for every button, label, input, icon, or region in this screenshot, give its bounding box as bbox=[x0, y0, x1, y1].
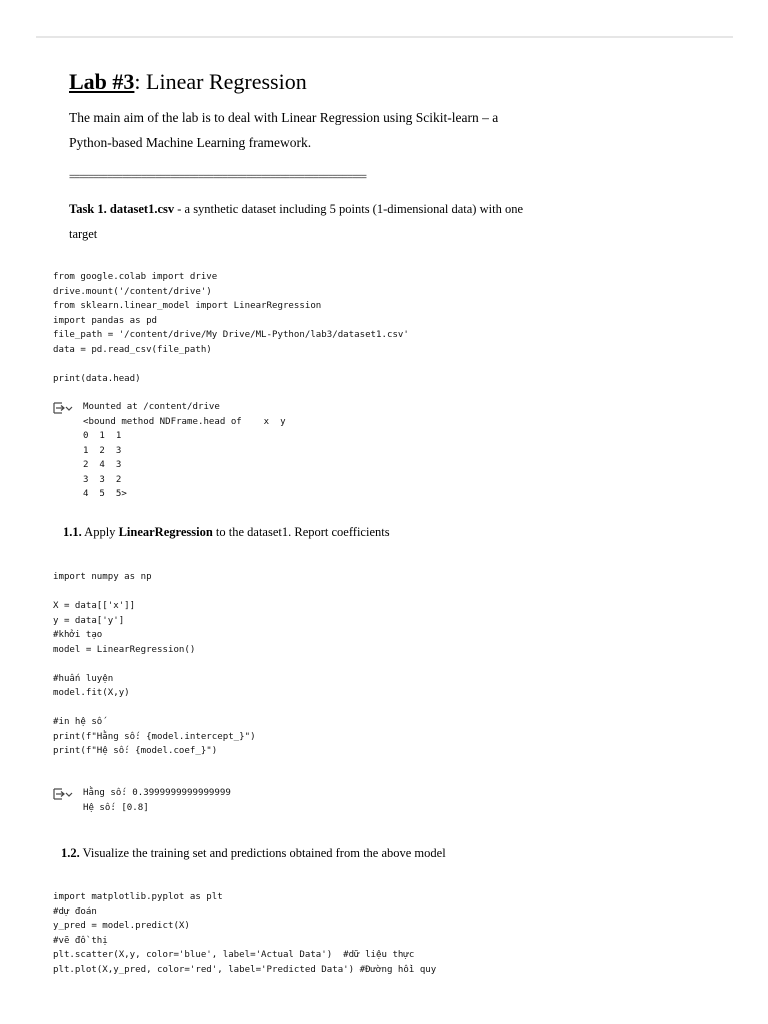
section-1-2-heading bbox=[61, 845, 446, 861]
top-divider bbox=[36, 36, 733, 38]
task-1-description bbox=[69, 197, 539, 247]
intro-paragraph: The main aim of the lab is to deal with Linear Regression using Scikit-learn – a Python-based Machine Learning framework. bbox=[69, 110, 499, 150]
code-cell-3[interactable]: import matplotlib.pyplot as plt #dự đoán y_pred = model.predict(X) #vẽ đồ thị plt.scatter(X,y, color='blue', label='Actual Data') #dữ liệu thực plt.plot(X,y_pred, color='red', label='Predicted Data') #Đường hồi quy bbox=[53, 892, 437, 975]
output-arrow-icon[interactable] bbox=[53, 788, 73, 800]
section-1-2-number: 1.2. bbox=[61, 846, 80, 860]
lab-title: : Linear Regression bbox=[134, 69, 307, 94]
page-title bbox=[69, 68, 307, 96]
code-cell-2[interactable]: import numpy as np X = data[['x']] y = data['y'] #khởi tạo model = LinearRegression() #huấn luyện model.fit(X,y) #in hệ số print(f"Hằng số: {model.intercept_}") print(f"Hệ số: {model.coef_}") bbox=[53, 572, 256, 756]
section-1-1-bold-term: LinearRegression bbox=[118, 525, 213, 539]
code-cell-1[interactable]: from google.colab import drive drive.mount('/content/drive') from sklearn.linear_model import LinearRegression import pandas as pd file_path = '/content/drive/My Drive/ML-Python/lab3/dataset1.csv' data = pd.read_csv(file_path) print(data.head) bbox=[53, 272, 409, 384]
section-1-1-text-pre: Apply bbox=[81, 525, 119, 539]
section-1-1-number: 1.1. bbox=[63, 525, 82, 539]
section-1-1-text-post: to the dataset1. Report coefficients bbox=[212, 525, 390, 539]
task-1-text: - a synthetic dataset including 5 points (1-dimensional data) with one target bbox=[69, 202, 523, 241]
section-1-2-text: Visualize the training set and predictions obtained from the above model bbox=[79, 846, 446, 860]
section-1-1-heading bbox=[63, 524, 390, 540]
output-cell-2: Hằng số: 0.3999999999999999 Hệ số: [0.8] bbox=[83, 788, 231, 813]
separator-line: ============================================================== bbox=[69, 172, 366, 183]
task-1-label: Task 1. dataset1.csv bbox=[69, 202, 175, 216]
output-cell-1: Mounted at /content/drive <bound method NDFrame.head of x y 0 1 1 1 2 3 2 4 3 3 3 2 4 5 5> bbox=[83, 402, 286, 499]
lab-number: Lab #3 bbox=[69, 69, 135, 94]
output-arrow-icon[interactable] bbox=[53, 402, 73, 414]
